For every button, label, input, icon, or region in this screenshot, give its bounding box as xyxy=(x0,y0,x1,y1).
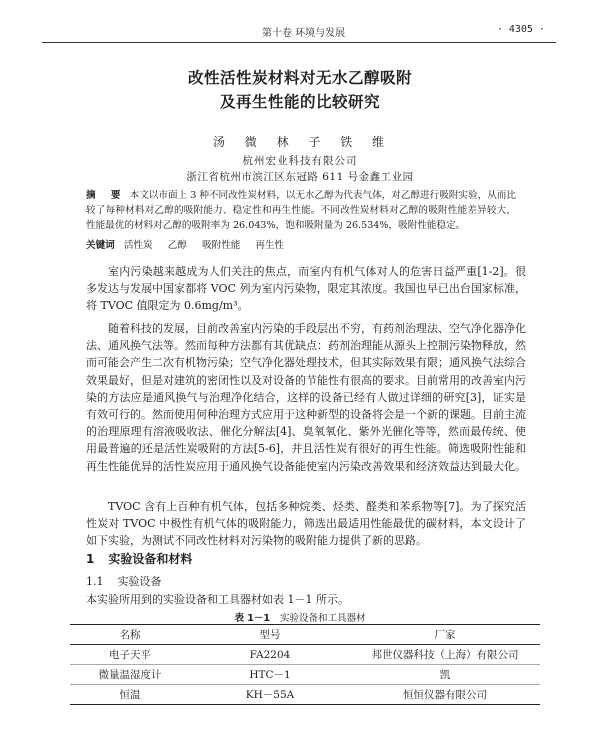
table-cell: FA2204 xyxy=(190,645,350,665)
abstract-label: 摘 要 xyxy=(86,190,127,201)
keyword: 吸附性能 xyxy=(201,240,241,251)
abstract xyxy=(86,188,516,233)
table-cell: 微量温湿度计 xyxy=(70,665,190,685)
journal-volume: 第十卷 环境与发展 xyxy=(262,28,346,39)
table-title: 实验设备和工具器材 xyxy=(280,613,366,624)
column-header-model: 型号 xyxy=(190,625,350,645)
paragraph-text: 随着科技的发展，目前改善室内污染的手段层出不穷，有药剂治理法、空气净化器净化法、通风换气法等。然而每种方法都有其优缺点：药剂治理能从源头上控制污染物释放，然而可能会产生二次有机物污染；空气净化器处理技术，但其实际效果有限；通风换气法综合效果最好，但是对建筑的密闭性以及对设备的节能性有很高的要求。目前常用的改善室内污染的方法应是通风换气与治理净化结合，这样的设备已经有人做过详细的研究[3]，证实是有效可行的。然而使用何种治理方式应用于这种新型的设备将会是一个新的课题。目前主流的治理原理有溶液吸收法、催化分解法[4]、臭氧氧化、紫外光催化等等，然而最传统、使用最普遍的还是活性炭吸附的方法[5-6]，并且活性炭有很好的再生性能。筛选吸附性能和再生性能优异的活性炭应用于通风换气设备能使室内污染改善效果和经济效益达到最大化。 xyxy=(86,322,526,473)
keyword: 再生性 xyxy=(255,240,285,251)
table-caption xyxy=(0,610,600,624)
affiliation-company: 杭州宏业科技有限公司 xyxy=(242,155,358,167)
paper-title-line-2: 及再生性能的比较研究 xyxy=(219,93,380,111)
body-paragraph-3 xyxy=(86,498,526,550)
body-paragraph-1 xyxy=(86,263,526,315)
authors: 汤 微 林 子 铁 维 xyxy=(212,135,388,149)
keywords-label: 关键词 xyxy=(86,240,115,251)
subsection-heading xyxy=(86,573,162,589)
table-row xyxy=(70,685,540,705)
affiliation-address: 浙江省杭州市滨江区东冠路 611 号金鑫工业园 xyxy=(186,171,414,183)
subsection-title: 实验设备 xyxy=(117,575,162,588)
table-number: 表 1－1 xyxy=(234,613,270,624)
table-cell: HTC－1 xyxy=(190,665,350,685)
abstract-text: 本文以市面上 3 种不同改性炭材料，以无水乙醇为代表气体，对乙醇进行吸附实验，从而比较了每种材料对乙醇的吸附能力、稳定性和再生性能。不同改性炭材料对乙醇的吸附性能差异较大，性能最优的材料对乙醇的吸附率为 26.043%，饱和吸附量为 26.534%，吸附性能稳定。 xyxy=(86,190,516,231)
table-row xyxy=(70,665,540,685)
table-cell: 凯 xyxy=(350,665,540,685)
keywords xyxy=(86,237,516,251)
table-cell: KH－55A xyxy=(190,685,350,705)
equipment-table xyxy=(70,624,540,705)
column-header-name: 名称 xyxy=(70,625,190,645)
page-number: · 4305 · xyxy=(496,24,545,35)
table-row xyxy=(70,645,540,665)
table-cell: 邦世仪器科技（上海）有限公司 xyxy=(350,645,540,665)
paragraph-text: 室内污染越来越成为人们关注的焦点，而室内有机气体对人的危害日益严重[1-2]。很多发达与发展中国家都将 VOC 列为室内污染物，限定其浓度。我国也早已出台国家标准，将 TVOC 值限定为 0.6mg/m³。 xyxy=(86,265,526,313)
body-paragraph-2 xyxy=(86,320,526,475)
column-header-manufacturer: 厂家 xyxy=(350,625,540,645)
keyword: 活性炭 xyxy=(123,240,153,251)
running-header xyxy=(0,24,600,40)
subsection-number: 1.1 xyxy=(86,575,104,588)
keyword: 乙醇 xyxy=(167,240,187,251)
table-header-row xyxy=(70,625,540,645)
table-intro-text: 本实验所用到的实验设备和工具器材如表 1－1 所示。 xyxy=(86,593,349,606)
paper-title-line-1: 改性活性炭材料对无水乙醇吸附 xyxy=(187,69,412,87)
table-cell: 电子天平 xyxy=(70,645,190,665)
section-title: 实验设备和材料 xyxy=(108,552,193,566)
header-rule xyxy=(42,42,556,43)
table-cell: 恒温 xyxy=(70,685,190,705)
table-cell: 恒恒仪器有限公司 xyxy=(350,685,540,705)
section-number: 1 xyxy=(86,552,95,566)
section-heading xyxy=(86,550,192,567)
paragraph-text: TVOC 含有上百种有机气体，包括多种烷类、烃类、醛类和苯系物等[7]。为了探究活性炭对 TVOC 中极性有机气体的吸附能力，筛选出最适用性能最优的碳材料，本文设计了如下实验，为测试不同改性材料对污染物的吸附能力提供了新的思路。 xyxy=(86,500,526,548)
